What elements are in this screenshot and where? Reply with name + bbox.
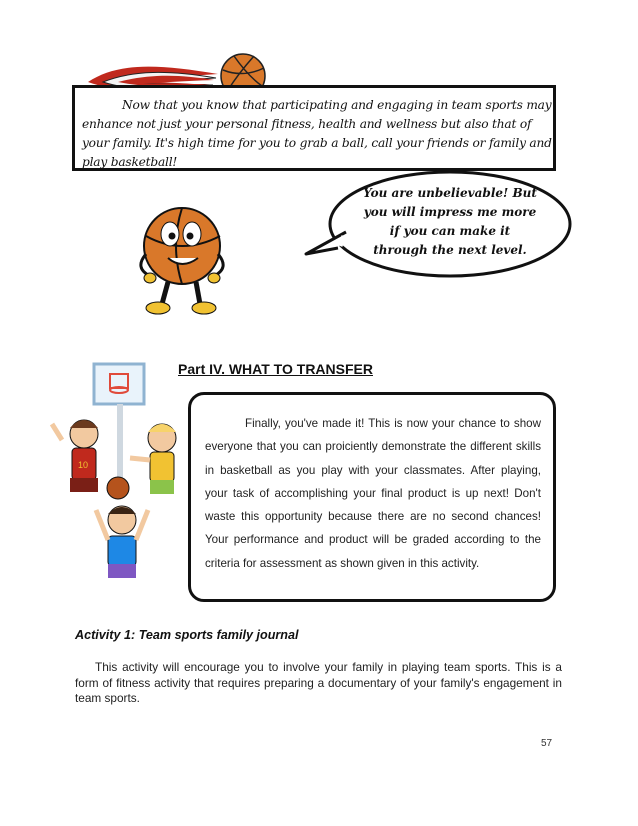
basketball-mascot-icon xyxy=(140,196,230,320)
transfer-text-content: Finally, you've made it! This is now your chance to show everyone that you can proiciently demonstrate the different skills in basketball as you play with your classmates. After playing, your task of accomplishing your final product is up next! Don't waste this opportunity because there are no second chances! Your performance and product will be graded according to the criteria for assessment as shown given in this activity. xyxy=(205,417,541,570)
intro-text-content: Now that you know that participating and engaging in team sports may enhance not just your personal fitness, health and wellness but also that of your family. It's high time for you to grab a ball, call your friends or family and play basketball! xyxy=(82,98,552,169)
activity-heading: Activity 1: Team sports family journal xyxy=(75,628,299,642)
intro-text xyxy=(82,96,552,172)
page-number: 57 xyxy=(541,738,553,749)
kids-basketball-illustration xyxy=(52,360,192,600)
speech-bubble-text: You are unbelievable! But you will impress me more if you can make it through the next level. xyxy=(363,186,537,257)
jersey-number: 10 xyxy=(78,460,89,470)
transfer-text xyxy=(205,412,541,575)
activity-text xyxy=(75,660,562,707)
activity-text-content: This activity will encourage you to involve your family in playing team sports. This is a form of fitness activity that requires preparing a documentary of your family's engagement in team sports. xyxy=(75,660,562,705)
part-heading: Part IV. WHAT TO TRANSFER xyxy=(178,361,373,377)
